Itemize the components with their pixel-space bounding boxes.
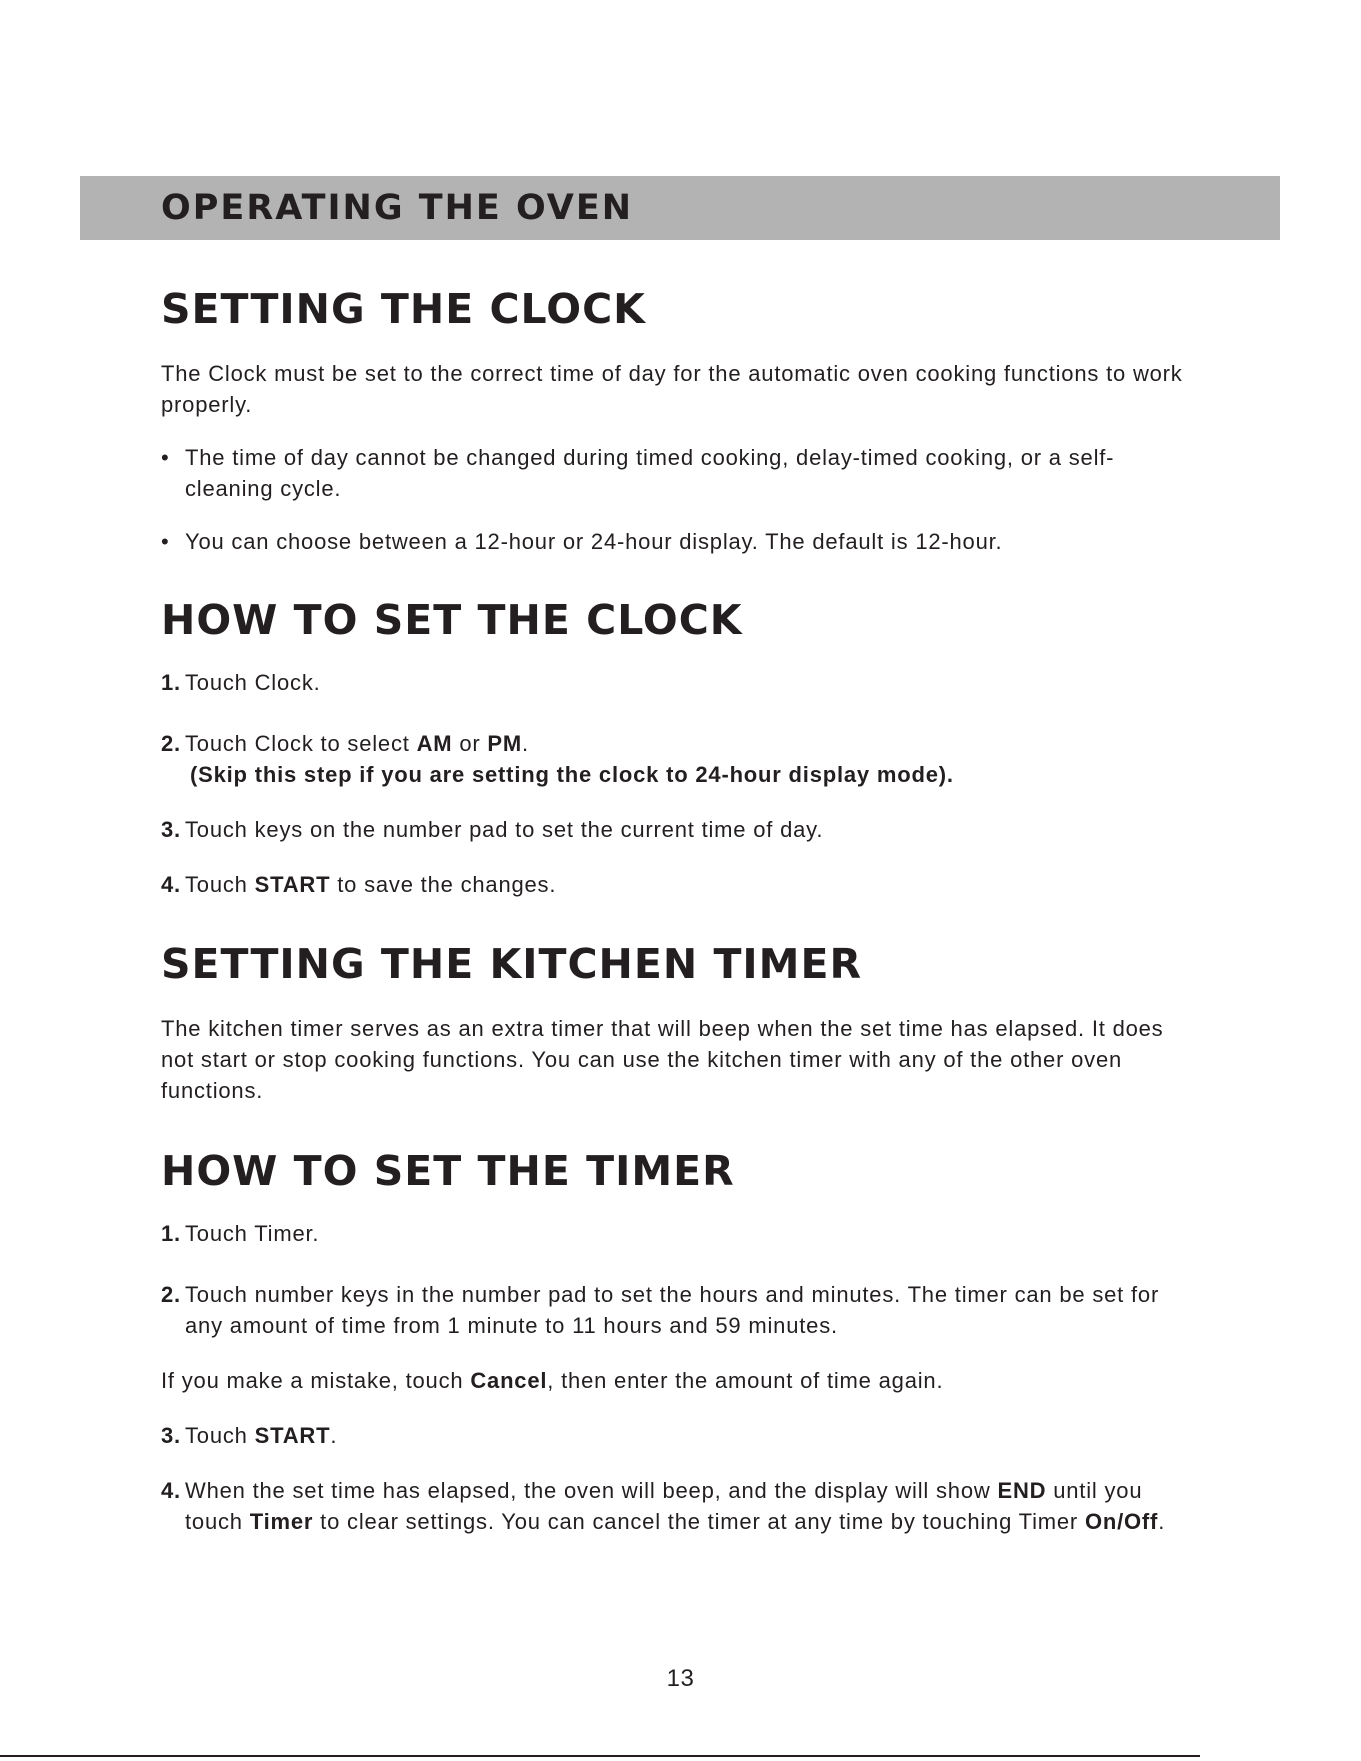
step-text: Touch Timer. [185,1221,320,1246]
page-number: 13 [666,1665,695,1692]
heading-setting-the-kitchen-timer: SETTING THE KITCHEN TIMER [161,940,863,988]
start-label: START [254,1423,331,1448]
step-text: When the set time has elapsed, the oven will beep, and the display will show [185,1478,998,1503]
step-number: 2. [161,1282,181,1307]
clock-bullet-item [161,526,1201,557]
page-content [161,282,1201,1537]
pm-label: PM [487,731,523,756]
step-number: 3. [161,817,181,842]
clock-bullet-item [161,442,1201,504]
step-text: Touch [185,1423,255,1448]
step-text: . [1158,1509,1166,1534]
timer-step-2 [161,1279,1201,1341]
heading-how-to-set-the-timer: HOW TO SET THE TIMER [161,1147,735,1195]
step-text: or [452,731,488,756]
bullet-icon: • [161,529,170,554]
step-number: 2. [161,731,181,756]
clock-step-4 [161,869,1201,900]
section-title: OPERATING THE OVEN [161,188,634,228]
bullet-icon: • [161,445,170,470]
clock-step-1 [161,667,1201,698]
end-label: END [997,1478,1047,1503]
step-text: to clear settings. You can cancel the timer at any time by touching Timer [313,1509,1085,1534]
clock-step-3 [161,814,1201,845]
timer-step-4 [161,1475,1201,1537]
step-text: Touch Clock. [185,670,321,695]
step-number: 1. [161,1221,181,1246]
step-text: . [330,1423,338,1448]
heading-how-to-set-the-clock: HOW TO SET THE CLOCK [161,596,743,644]
step-text: Touch number keys in the number pad to set the hours and minutes. The timer can be set for any amount of time from 1 minute to 11 hours and 59 minutes. [185,1282,1160,1338]
step-number: 3. [161,1423,181,1448]
cancel-label: Cancel [470,1368,548,1393]
timer-step-3 [161,1420,1201,1451]
step-text: to save the changes. [330,872,557,897]
step-note: (Skip this step if you are setting the clock to 24-hour display mode). [190,762,954,787]
step-text: Touch keys on the number pad to set the current time of day. [185,817,824,842]
kitchen-timer-paragraph: The kitchen timer serves as an extra timer that will beep when the set time has elapsed. It does not start or stop cooking functions. You can use the kitchen timer with any of the other oven functions. [161,1016,1164,1103]
clock-intro-paragraph: The Clock must be set to the correct time of day for the automatic oven cooking functions to work properly. [161,361,1183,417]
bottom-divider [0,1755,1200,1757]
timer-label: Timer [249,1509,314,1534]
heading-setting-the-clock: SETTING THE CLOCK [161,285,646,333]
step-number: 4. [161,1478,181,1503]
step-number: 4. [161,872,181,897]
timer-step-1 [161,1218,1201,1249]
am-label: AM [416,731,453,756]
bullet-text: You can choose between a 12-hour or 24-hour display. The default is 12-hour. [185,529,1003,554]
step-text: . [522,731,529,756]
step-text: until you touch [185,1478,1143,1534]
start-label: START [254,872,331,897]
clock-step-2 [161,728,1201,790]
step-text: Touch Clock to select [185,731,417,756]
step-text: Touch [185,872,255,897]
para-text: , then enter the amount of time again. [547,1368,944,1393]
para-text: If you make a mistake, touch [161,1368,471,1393]
step-number: 1. [161,670,181,695]
section-header-band [80,176,1280,240]
mistake-paragraph [161,1365,1201,1396]
on-off-label: On/Off [1084,1509,1159,1534]
bullet-text: The time of day cannot be changed during timed cooking, delay-timed cooking, or a self-cleaning cycle. [185,445,1115,501]
